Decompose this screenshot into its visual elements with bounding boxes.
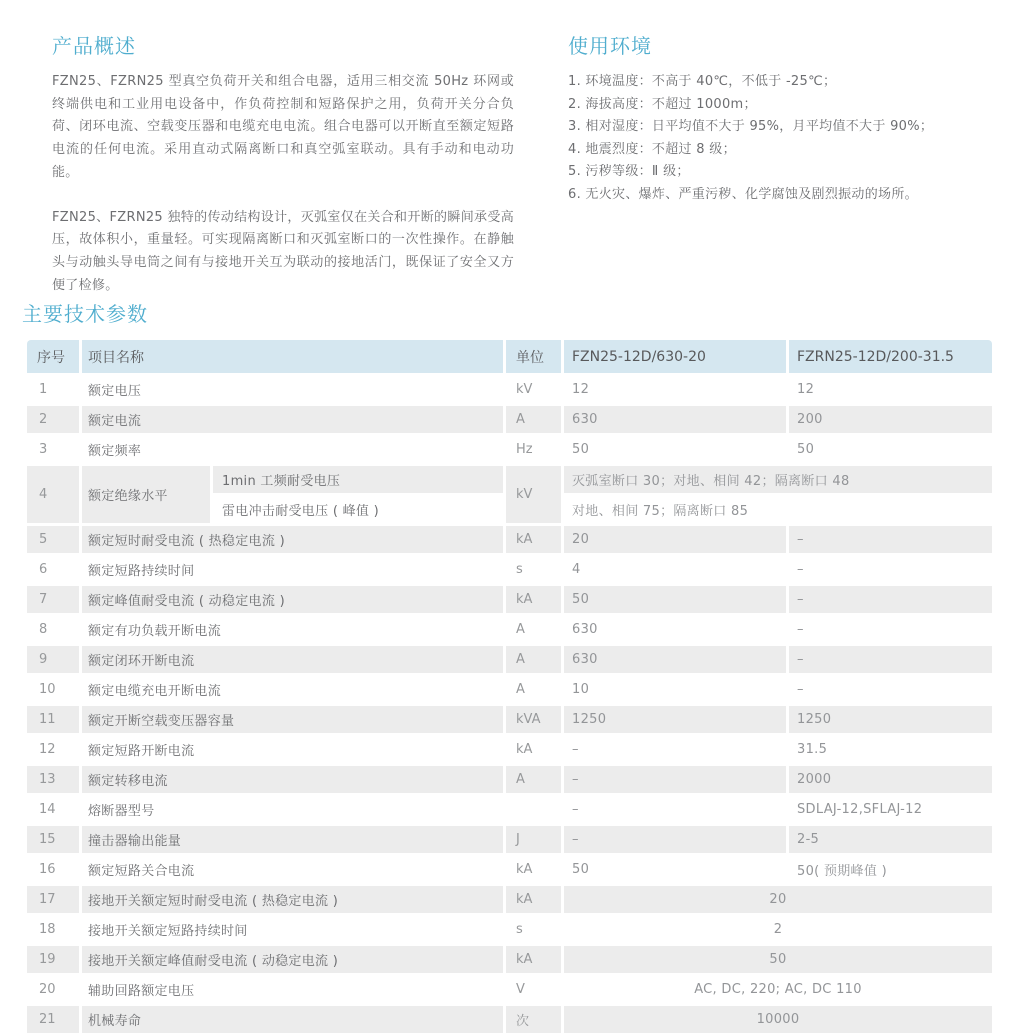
row-no-cell: 19 <box>27 946 79 973</box>
overview-title: 产品概述 <box>52 34 136 58</box>
value-cell-fzrn25: – <box>789 676 992 703</box>
unit-cell: s <box>506 916 561 943</box>
param-name-cell: 额定峰值耐受电流 ( 动稳定电流 ) <box>82 586 503 613</box>
value-cell-fzrn25: – <box>789 556 992 583</box>
value-cell-fzrn25: 12 <box>789 376 992 403</box>
unit-cell: A <box>506 406 561 433</box>
value-cell-fzrn25: – <box>789 586 992 613</box>
value-cell-fzrn25: – <box>789 646 992 673</box>
unit-cell <box>506 796 561 823</box>
header-cell-name: 项目名称 <box>82 340 503 373</box>
environment-item-3: 3. 相对湿度：日平均值不大于 95%，月平均值不大于 90%； <box>568 119 934 135</box>
unit-cell: A <box>506 646 561 673</box>
row-no-cell: 5 <box>27 526 79 553</box>
param-name-cell: 额定电压 <box>82 376 503 403</box>
value-cell-fzn25: 630 <box>564 406 786 433</box>
value-cell-fzrn25: 2-5 <box>789 826 992 853</box>
unit-cell: kA <box>506 736 561 763</box>
table-row <box>27 706 992 733</box>
table-row <box>27 766 992 793</box>
table-row <box>27 946 992 973</box>
value-cell-fzn25: 50 <box>564 586 786 613</box>
table-row <box>27 466 992 493</box>
value-cell-fzrn25: 50( 预期峰值 ) <box>789 856 992 883</box>
value-cell-fzn25: – <box>564 796 786 823</box>
param-name-cell: 熔断器型号 <box>82 796 503 823</box>
row-no-cell: 21 <box>27 1006 79 1033</box>
row-no-cell: 12 <box>27 736 79 763</box>
unit-cell: kA <box>506 586 561 613</box>
row-no-cell: 17 <box>27 886 79 913</box>
param-name-cell: 额定频率 <box>82 436 503 463</box>
unit-cell: kV <box>506 376 561 403</box>
value-cell-fzrn25: 1250 <box>789 706 992 733</box>
value-cell: 灭弧室断口 30；对地、相间 42；隔离断口 48 <box>564 466 992 493</box>
table-row <box>27 586 992 613</box>
parameters-title: 主要技术参数 <box>22 302 148 326</box>
value-cell-fzn25: 630 <box>564 646 786 673</box>
unit-cell: A <box>506 616 561 643</box>
unit-cell: kA <box>506 526 561 553</box>
header-cell-unit: 单位 <box>506 340 561 373</box>
table-row <box>27 736 992 763</box>
row-no-cell: 9 <box>27 646 79 673</box>
unit-cell: V <box>506 976 561 1003</box>
row-no-cell: 6 <box>27 556 79 583</box>
merged-value-cell: 20 <box>564 886 992 913</box>
value-cell-fzrn25: 50 <box>789 436 992 463</box>
environment-item-2: 2. 海拔高度：不超过 1000m； <box>568 96 757 112</box>
param-name-cell: 接地开关额定短路持续时间 <box>82 916 503 943</box>
row-no-cell: 13 <box>27 766 79 793</box>
row-no-cell: 1 <box>27 376 79 403</box>
unit-cell: kVA <box>506 706 561 733</box>
row-no-cell: 16 <box>27 856 79 883</box>
value-cell-fzn25: – <box>564 826 786 853</box>
header-cell-model-fzrn25: FZRN25-12D/200-31.5 <box>789 340 992 373</box>
table-row <box>27 796 992 823</box>
param-name-cell: 撞击器输出能量 <box>82 826 503 853</box>
value-cell-fzn25: 630 <box>564 616 786 643</box>
param-name-cell: 额定开断空载变压器容量 <box>82 706 503 733</box>
merged-value-cell: 50 <box>564 946 992 973</box>
param-name-cell: 接地开关额定短时耐受电流 ( 热稳定电流 ) <box>82 886 503 913</box>
value-cell-fzn25: 20 <box>564 526 786 553</box>
sub-param-name-cell: 1min 工频耐受电压 <box>213 466 503 493</box>
environment-item-5: 5. 污秽等级：Ⅱ 级； <box>568 164 690 180</box>
row-no-cell: 7 <box>27 586 79 613</box>
value-cell: 对地、相间 75；隔离断口 85 <box>564 496 992 523</box>
unit-cell: A <box>506 766 561 793</box>
parameters-table-body <box>27 376 992 1033</box>
value-cell-fzn25: 50 <box>564 436 786 463</box>
row-no-cell: 18 <box>27 916 79 943</box>
table-row <box>27 406 992 433</box>
param-name-cell: 额定绝缘水平 <box>82 466 210 523</box>
table-row <box>27 826 992 853</box>
row-no-cell: 8 <box>27 616 79 643</box>
environment-list <box>568 71 998 207</box>
value-cell-fzn25: 10 <box>564 676 786 703</box>
value-cell-fzn25: 50 <box>564 856 786 883</box>
table-row <box>27 646 992 673</box>
table-row <box>27 676 992 703</box>
row-no-cell: 3 <box>27 436 79 463</box>
row-no-cell: 14 <box>27 796 79 823</box>
param-name-cell: 额定短路关合电流 <box>82 856 503 883</box>
table-row <box>27 376 992 403</box>
value-cell-fzn25: 4 <box>564 556 786 583</box>
param-name-cell: 额定电缆充电开断电流 <box>82 676 503 703</box>
value-cell-fzrn25: SDLAJ-12,SFLAJ-12 <box>789 796 992 823</box>
unit-cell: 次 <box>506 1006 561 1033</box>
environment-item-4: 4. 地震烈度：不超过 8 级； <box>568 141 736 157</box>
table-row <box>27 436 992 463</box>
unit-cell: kA <box>506 886 561 913</box>
value-cell-fzn25: – <box>564 736 786 763</box>
value-cell-fzn25: – <box>564 766 786 793</box>
overview-paragraph-1: FZN25、FZRN25 型真空负荷开关和组合电器，适用三相交流 50Hz 环网或终端供电和工业用电设备中，作负荷控制和短路保护之用，负荷开关分合负荷、闭环电流、空载变压器和电缆充电电流。组合电器可以开断直至额定短路电流的任何电流。采用直动式隔离断口和真空弧室联动。具有手动和电动功能。 <box>52 74 514 180</box>
sub-param-name-cell: 雷电冲击耐受电压 ( 峰值 ) <box>213 496 503 523</box>
param-name-cell: 辅助回路额定电压 <box>82 976 503 1003</box>
merged-value-cell: 2 <box>564 916 992 943</box>
row-no-cell: 4 <box>27 466 79 523</box>
row-no-cell: 2 <box>27 406 79 433</box>
merged-value-cell: 10000 <box>564 1006 992 1033</box>
param-name-cell: 额定转移电流 <box>82 766 503 793</box>
unit-cell: A <box>506 676 561 703</box>
unit-cell: kA <box>506 856 561 883</box>
merged-value-cell: AC, DC, 220; AC, DC 110 <box>564 976 992 1003</box>
param-name-cell: 额定短路开断电流 <box>82 736 503 763</box>
row-no-cell: 10 <box>27 676 79 703</box>
table-row <box>27 916 992 943</box>
value-cell-fzrn25: – <box>789 526 992 553</box>
overview-paragraph-2: FZN25、FZRN25 独特的传动结构设计，灭弧室仅在关合和开断的瞬间承受高压，故体积小，重量轻。可实现隔离断口和灭弧室断口的一次性操作。在静触头与动触头导电筒之间有与接地开关互为联动的接地活门，既保证了安全又方便了检修。 <box>52 209 514 293</box>
param-name-cell: 机械寿命 <box>82 1006 503 1033</box>
table-row <box>27 526 992 553</box>
value-cell-fzrn25: 200 <box>789 406 992 433</box>
table-row <box>27 1006 992 1033</box>
table-row <box>27 556 992 583</box>
row-no-cell: 11 <box>27 706 79 733</box>
unit-cell: J <box>506 826 561 853</box>
environment-section <box>568 30 998 207</box>
row-no-cell: 15 <box>27 826 79 853</box>
value-cell-fzrn25: – <box>789 616 992 643</box>
value-cell-fzrn25: 31.5 <box>789 736 992 763</box>
param-name-cell: 额定电流 <box>82 406 503 433</box>
environment-item-6: 6. 无火灾、爆炸、严重污秽、化学腐蚀及剧烈振动的场所。 <box>568 186 918 202</box>
header-cell-model-fzn25: FZN25-12D/630-20 <box>564 340 786 373</box>
environment-title: 使用环境 <box>568 34 652 58</box>
product-overview-section <box>52 30 514 319</box>
table-header-row <box>27 340 992 373</box>
param-name-cell: 额定短时耐受电流 ( 热稳定电流 ) <box>82 526 503 553</box>
unit-cell: Hz <box>506 436 561 463</box>
environment-item-1: 1. 环境温度：不高于 40℃，不低于 -25℃； <box>568 74 837 89</box>
param-name-cell: 额定短路持续时间 <box>82 556 503 583</box>
parameters-table <box>24 337 995 1036</box>
value-cell-fzn25: 1250 <box>564 706 786 733</box>
value-cell-fzn25: 12 <box>564 376 786 403</box>
table-row <box>27 976 992 1003</box>
param-name-cell: 接地开关额定峰值耐受电流 ( 动稳定电流 ) <box>82 946 503 973</box>
unit-cell: s <box>506 556 561 583</box>
table-row <box>27 616 992 643</box>
table-row <box>27 886 992 913</box>
row-no-cell: 20 <box>27 976 79 1003</box>
unit-cell: kA <box>506 946 561 973</box>
param-name-cell: 额定有功负载开断电流 <box>82 616 503 643</box>
param-name-cell: 额定闭环开断电流 <box>82 646 503 673</box>
table-row <box>27 856 992 883</box>
value-cell-fzrn25: 2000 <box>789 766 992 793</box>
header-cell-no: 序号 <box>27 340 79 373</box>
unit-cell: kV <box>506 466 561 523</box>
